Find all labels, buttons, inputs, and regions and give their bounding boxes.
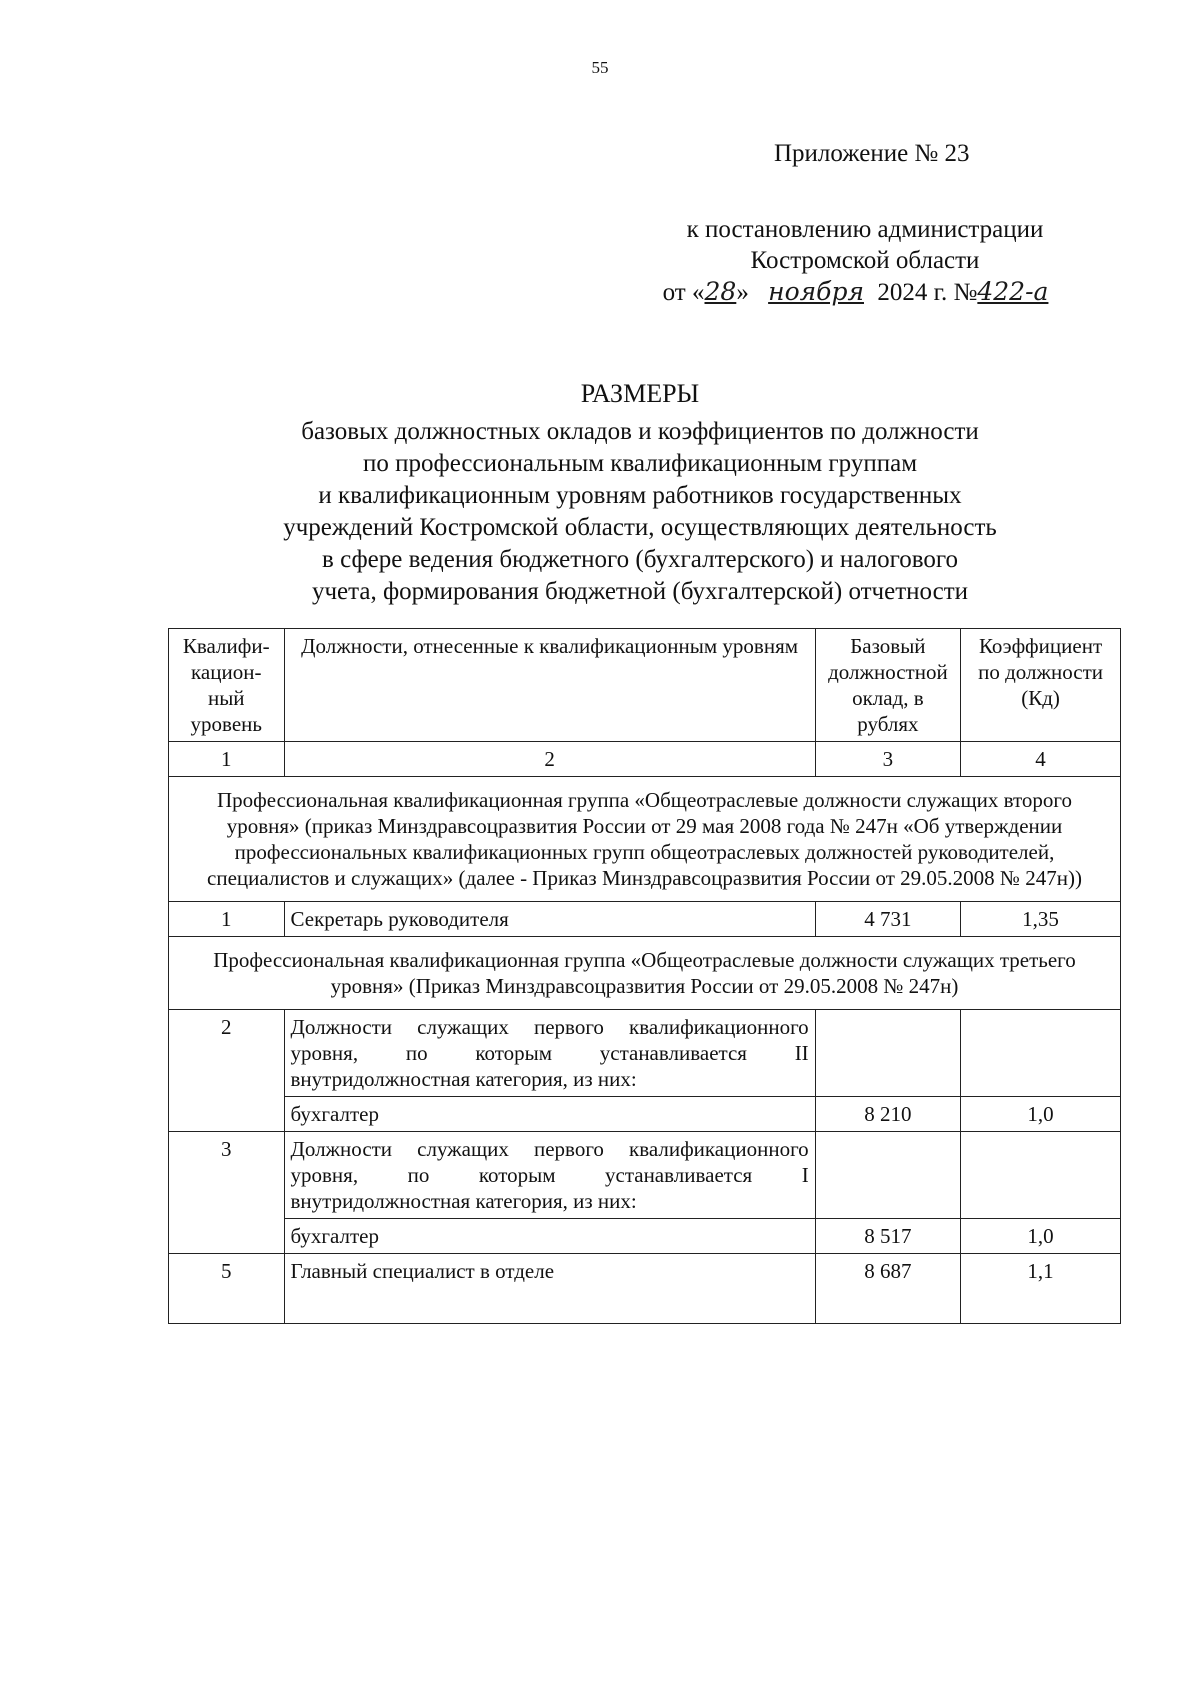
decree-reference [600,214,1130,308]
table-row [169,1219,1121,1254]
level-cell: 5 [169,1254,285,1324]
coef-cell-empty [961,1132,1121,1219]
group-title-1: Профессиональная квалификационная группа «Общеотраслевые должности служащих второго уровня» (приказ Минздравсоцразвития России от 29 мая 2008 года № 247н «Об утверждении профессиональных квалификационных групп общеотраслевых должностей руководителей, специалистов и служащих» (далее - Приказ Минздравсоцразвития России от 29.05.2008 № 247н)) [169,777,1121,902]
date-prefix: от « [662,279,705,306]
level-cell: 2 [169,1010,285,1132]
sub-position-cell: бухгалтер [284,1097,815,1132]
table-row [169,1132,1121,1219]
salary-cell: 4 731 [815,902,960,937]
header-level: Квалифи-кацион-ный уровень [169,629,285,742]
salary-cell-empty [815,1132,960,1219]
title-line: учета, формирования бюджетной (бухгалтерской) отчетности [311,578,969,605]
column-number-row [169,742,1121,777]
position-cell: Секретарь руководителя [284,902,815,937]
sub-position-cell: бухгалтер [284,1219,815,1254]
date-mid: » [736,279,749,306]
decree-date [600,276,1130,308]
title-line: базовых должностных окладов и коэффициентов по должности [301,418,979,445]
salary-cell: 8 210 [815,1097,960,1132]
appendix-title: Приложение № 23 [774,140,970,167]
title-line: и квалификационным уровням работников государственных [318,482,962,509]
coef-cell: 1,1 [961,1254,1121,1324]
column-number: 3 [815,742,960,777]
header-coef: Коэффициент по должности (Кд) [961,629,1121,742]
date-year: 2024 г. № [877,279,978,306]
table-row [169,1254,1121,1324]
position-cell: Должности служащих первого квалификационного уровня, по которым устанавливается I внутридолжностная категория, из них: [284,1132,815,1219]
salary-table [168,628,1121,1324]
page-number: 55 [591,58,609,77]
table-row [169,1097,1121,1132]
header-position: Должности, отнесенные к квалификационным уровням [284,629,815,742]
table-row [169,1010,1121,1097]
position-cell: Главный специалист в отделе [284,1254,815,1324]
handwritten-number: 422-а [977,277,1049,306]
coef-cell: 1,0 [961,1097,1121,1132]
salary-cell-empty [815,1010,960,1097]
coef-cell: 1,35 [961,902,1121,937]
title-line: учреждений Костромской области, осуществляющих деятельность [283,514,997,541]
level-cell: 3 [169,1132,285,1254]
header-salary: Базовый должностной оклад, в рублях [815,629,960,742]
table-header-row [169,629,1121,742]
title-line: в сфере ведения бюджетного (бухгалтерского) и налогового [322,546,958,573]
decree-line-1: к постановлению администрации [686,216,1044,243]
salary-cell: 8 687 [815,1254,960,1324]
column-number: 2 [284,742,815,777]
column-number: 1 [169,742,285,777]
document-heading [160,378,1120,608]
position-cell: Должности служащих первого квалификационного уровня, по которым устанавливается II внутридолжностная категория, из них: [284,1010,815,1097]
handwritten-month: ноября [768,277,864,306]
coef-cell: 1,0 [961,1219,1121,1254]
group-row [169,937,1121,1010]
group-row [169,777,1121,902]
salary-cell: 8 517 [815,1219,960,1254]
group-title-2: Профессиональная квалификационная группа «Общеотраслевые должности служащих третьего уровня» (Приказ Минздравсоцразвития России от 29.05.2008 № 247н) [169,937,1121,1010]
table-row [169,902,1121,937]
level-cell: 1 [169,902,285,937]
decree-line-2: Костромской области [750,247,980,274]
title-line: по профессиональным квалификационным группам [362,450,918,477]
handwritten-day: 28 [704,277,737,306]
column-number: 4 [961,742,1121,777]
document-title: РАЗМЕРЫ [580,379,700,408]
coef-cell-empty [961,1010,1121,1097]
